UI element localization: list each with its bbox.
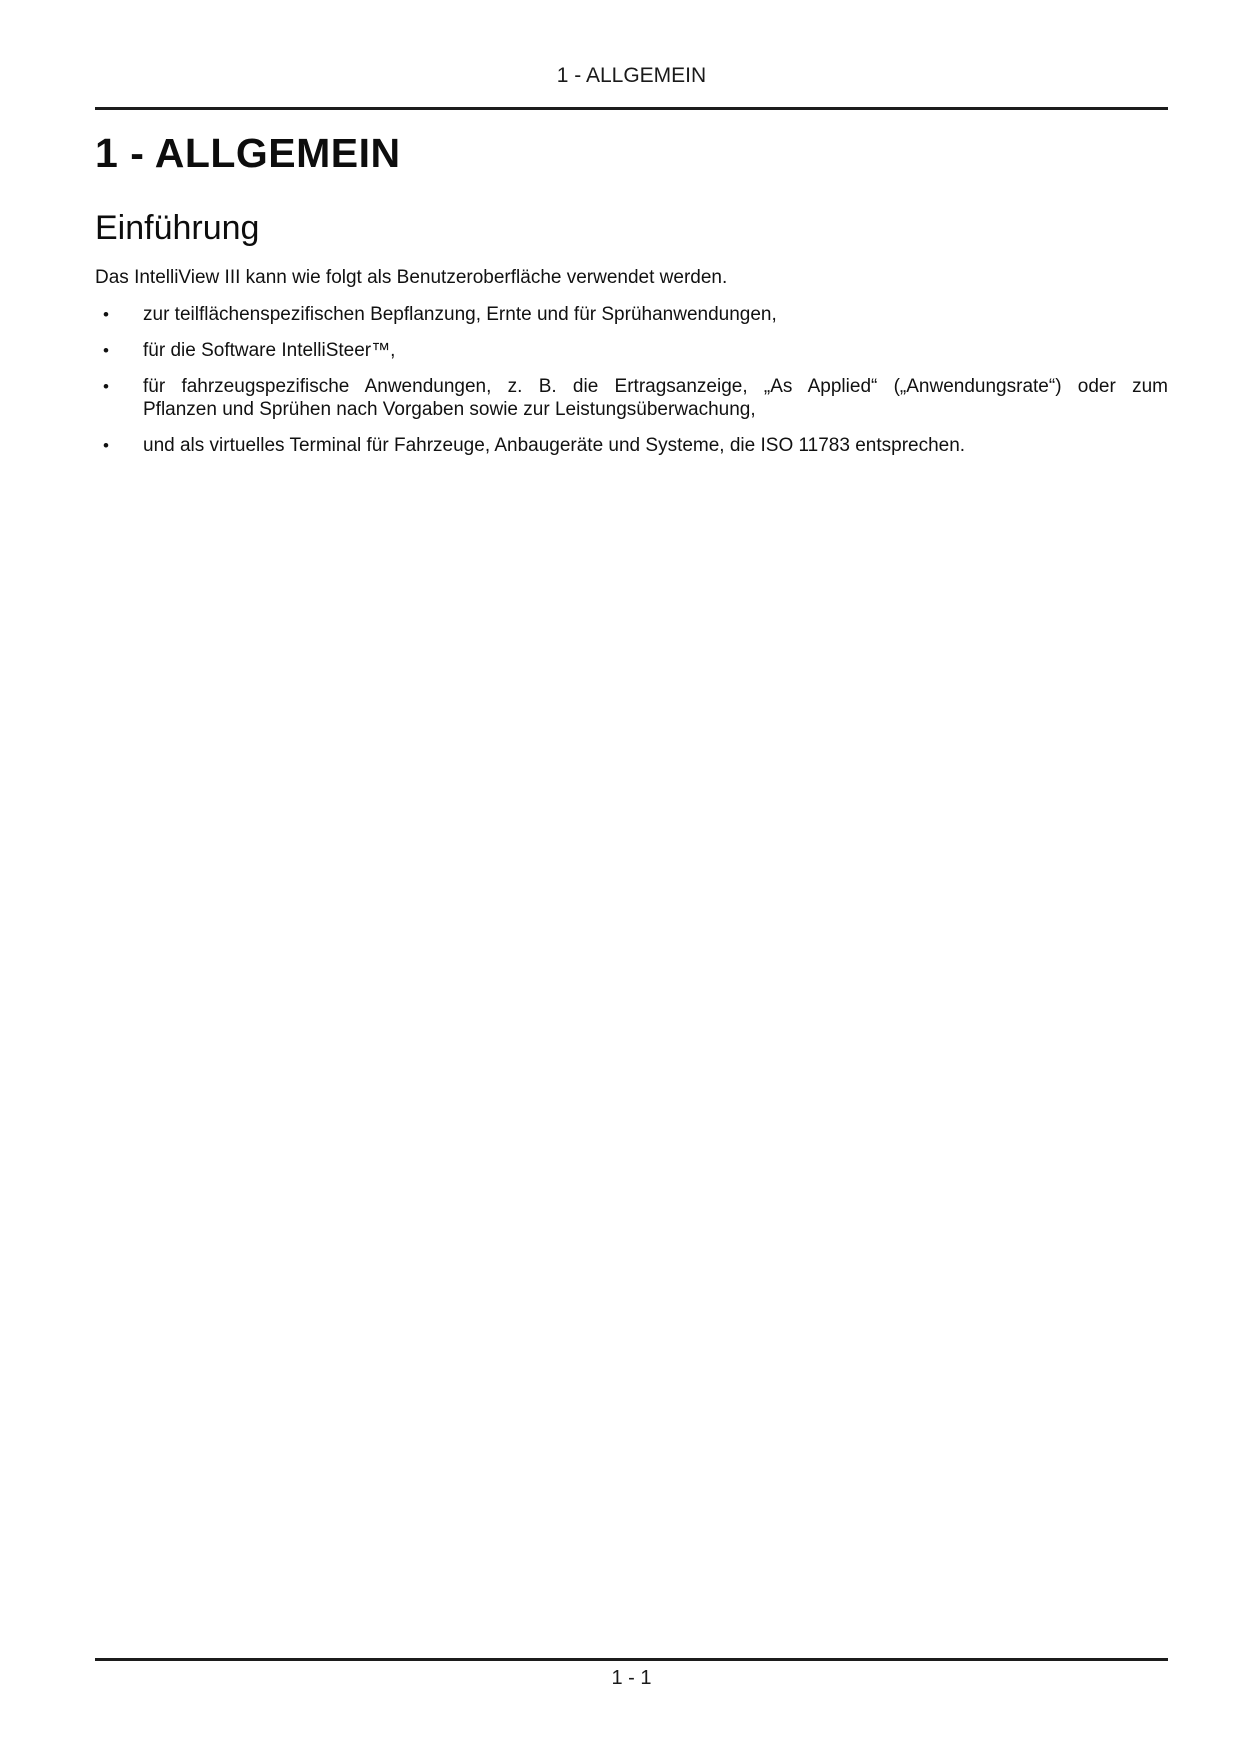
header-rule xyxy=(95,107,1168,110)
chapter-title: 1 - ALLGEMEIN xyxy=(95,130,401,176)
footer-rule xyxy=(95,1658,1168,1661)
list-item-text: für die Software IntelliSteer™, xyxy=(143,340,396,361)
list-item-text-line-2: Pflanzen und Sprühen nach Vorgaben sowie zur Leistungsüberwachung, xyxy=(143,399,756,420)
list-item xyxy=(95,375,1168,421)
list-item-text-line-1: für fahrzeugspezifische Anwendungen, z. B. die Ertragsanzeige, „As Applied“ („Anwendungsrate“) oder zum xyxy=(143,376,1168,397)
bullet-icon: • xyxy=(103,377,109,396)
list-item xyxy=(95,339,1168,362)
bullet-icon: • xyxy=(103,305,109,324)
running-header-title: 1 - ALLGEMEIN xyxy=(556,64,707,87)
section-title: Einführung xyxy=(95,209,260,247)
list-item-text: und als virtuelles Terminal für Fahrzeuge, Anbaugeräte und Systeme, die ISO 11783 entsprechen. xyxy=(143,435,966,456)
list-item xyxy=(95,303,1168,326)
bullet-icon: • xyxy=(103,341,109,360)
list-item-text: zur teilflächenspezifischen Bepflanzung, Ernte und für Sprühanwendungen, xyxy=(143,304,777,325)
bullet-list xyxy=(95,303,1168,470)
intro-paragraph: Das IntelliView III kann wie folgt als Benutzeroberfläche verwendet werden. xyxy=(95,267,728,288)
list-item xyxy=(95,434,1168,457)
bullet-icon: • xyxy=(103,436,109,455)
page-number: 1 - 1 xyxy=(611,1667,652,1689)
